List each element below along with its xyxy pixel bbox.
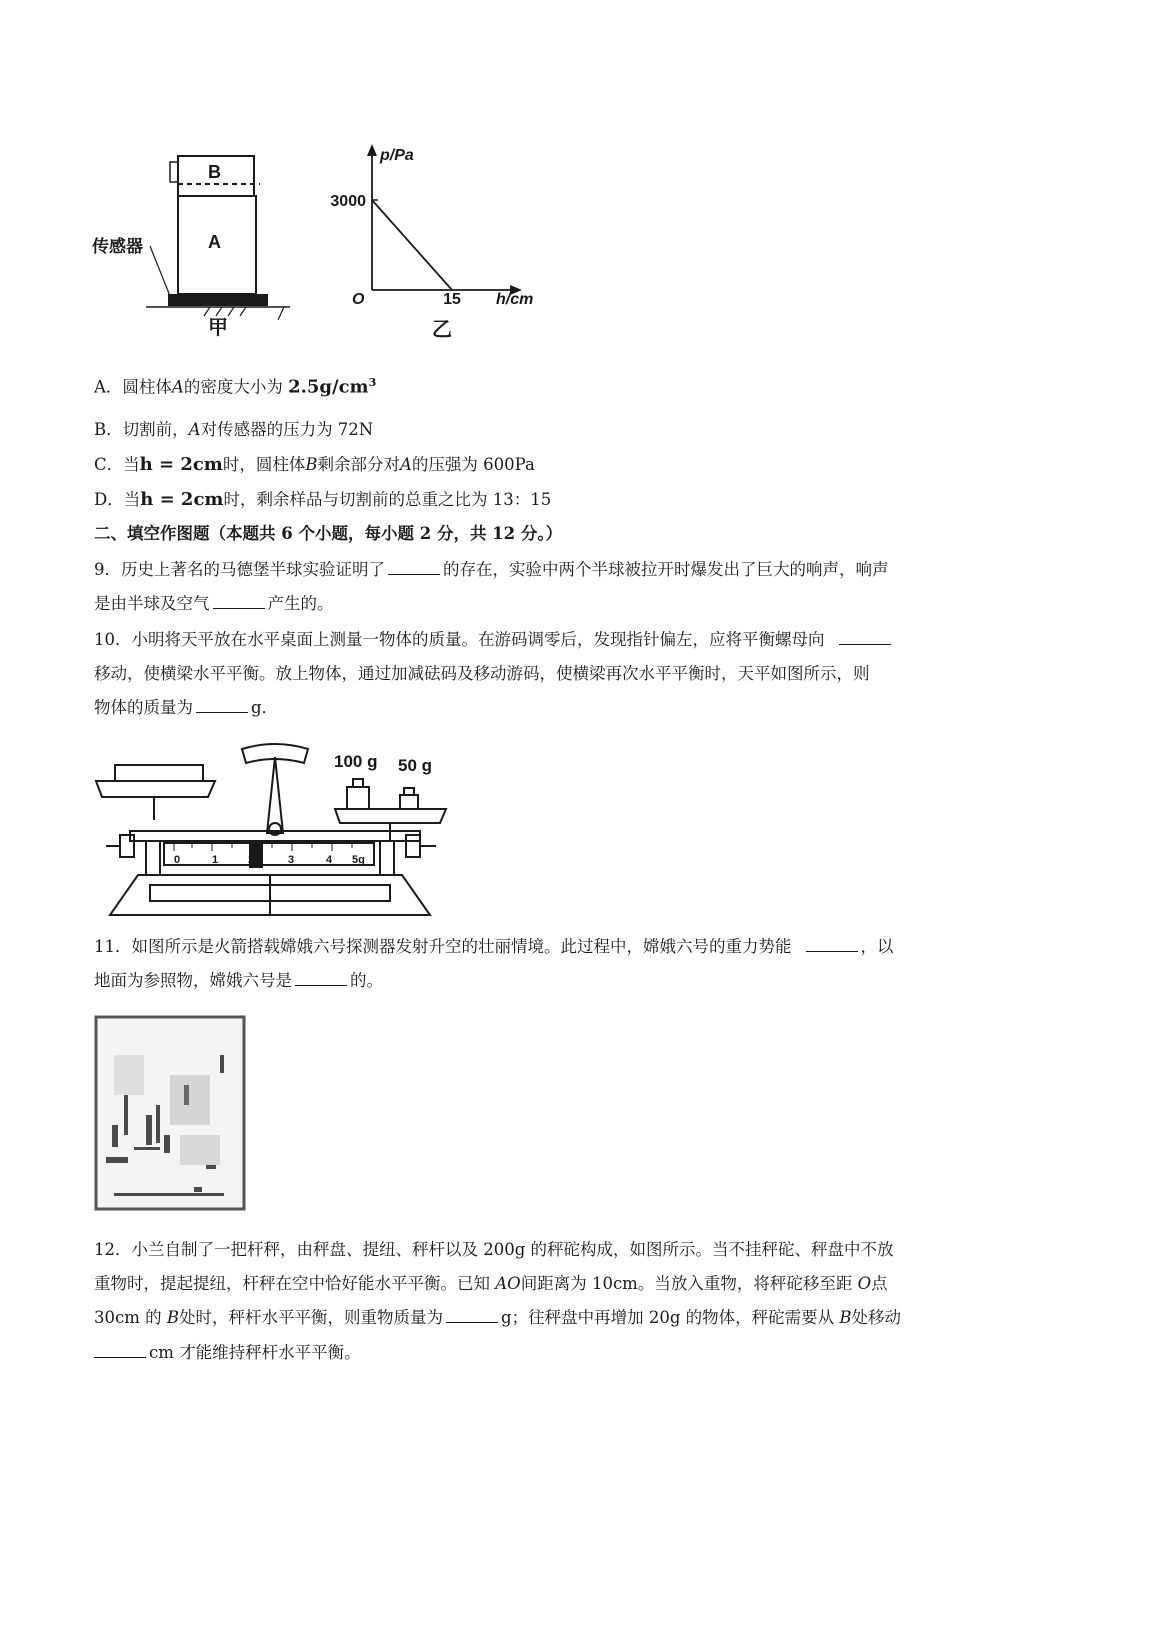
q10-text-1a: 10．小明将天平放在水平桌面上测量一物体的质量。在游码调零后，发现指针偏左，应将平衡螺母向 — [94, 630, 825, 649]
q10-line-1 — [94, 628, 894, 652]
option-a-prefix: A．圆柱体 — [94, 377, 172, 397]
ruler — [164, 843, 374, 865]
q10-line-3 — [94, 696, 278, 720]
q9-text-2a: 是由半球及空气 — [94, 594, 210, 613]
balance-nut-left — [120, 835, 134, 857]
block-a-label: A — [208, 232, 221, 252]
q11-text-2a: 地面为参照物，嫦娥六号是 — [94, 971, 292, 990]
block-b-label: B — [208, 162, 221, 182]
option-d-suffix: 时，剩余样品与切割前的总重之比为 13：15 — [223, 490, 552, 509]
q11-line-1 — [94, 935, 894, 959]
option-a-sup: 3 — [368, 376, 377, 389]
option-a-mid: 的密度大小为 — [183, 377, 289, 397]
option-b — [94, 418, 373, 442]
y-tick-label: 3000 — [330, 193, 366, 210]
option-c-suffix: 的压强为 600Pa — [411, 455, 535, 474]
q10-text-3b: g． — [251, 698, 279, 717]
scale-4: 4 — [326, 854, 333, 866]
option-c-mid: 时，圆柱体 — [222, 455, 306, 474]
y-axis-arrow — [367, 144, 377, 156]
option-d — [94, 488, 551, 512]
option-c — [94, 453, 535, 477]
right-pan — [335, 809, 446, 823]
sensor-label: 传感器 — [92, 237, 143, 256]
scale-0: 0 — [174, 854, 181, 866]
q12-var-b: B — [166, 1308, 180, 1327]
q11-blank-1[interactable] — [806, 935, 858, 952]
q9-line-1 — [94, 558, 889, 582]
section-2-title: 二、填空作图题（本题共 6 个小题，每小题 2 分，共 12 分。） — [94, 524, 563, 543]
caption-jia: 甲 — [208, 317, 228, 339]
option-c-mid2: 剩余部分对 — [317, 455, 400, 474]
q12-blank-2[interactable] — [94, 1341, 146, 1358]
q12-text-3a: 30cm 的 — [94, 1308, 162, 1327]
option-b-suffix: 对传感器的压力为 72N — [200, 420, 374, 439]
option-a-value: 2.5g/cm — [288, 376, 369, 398]
q12-var-ao: AO — [495, 1274, 521, 1293]
q9-text-1a: 9．历史上著名的马德堡半球实验证明了 — [94, 560, 385, 579]
scale-1: 1 — [212, 854, 219, 866]
q10-text-3a: 物体的质量为 — [94, 698, 193, 717]
q11-blank-2[interactable] — [295, 969, 347, 986]
data-line — [372, 200, 452, 290]
scale-5g: 5g — [352, 854, 365, 866]
q12-blank-1[interactable] — [446, 1306, 498, 1323]
q9-text-1b: 的存在，实验中两个半球被拉开时爆发出了巨大的响声，响声 — [443, 560, 889, 579]
figure-yi-chart — [320, 140, 550, 340]
option-b-prefix: B．切割前， — [94, 420, 189, 439]
weight-100g — [347, 787, 369, 809]
q11-text-1a: 11．如图所示是火箭搭载嫦娥六号探测器发射升空的壮丽情境。此过程中，嫦娥六号的重力势能 — [94, 937, 792, 956]
q12-text-2c: 点 — [871, 1274, 888, 1293]
q12-line-2 — [94, 1272, 888, 1296]
q10-blank-1[interactable] — [839, 628, 891, 645]
q12-var-b2: B — [839, 1308, 852, 1327]
origin-label: O — [352, 291, 365, 308]
option-c-var: B — [305, 455, 318, 474]
option-d-expr: h = 2cm — [140, 489, 224, 510]
q10-line-2: 移动，使横梁水平平衡。放上物体，通过加减砝码及移动游码，使横梁再次水平平衡时，天平如图所示，则 — [94, 664, 870, 683]
scale-3: 3 — [288, 854, 295, 866]
scale-2: 2 — [248, 854, 255, 866]
option-a — [94, 371, 376, 400]
q12-line-1: 12．小兰自制了一把杆秤，由秤盘、提纽、秤杆以及 200g 的秤砣构成，如图所示。当不挂秤砣、秤盘中不放 — [94, 1240, 894, 1259]
q9-text-2b: 产生的。 — [267, 594, 334, 613]
q12-text-4: cm 才能维持秤杆水平平衡。 — [149, 1343, 361, 1362]
q12-line-4 — [94, 1341, 361, 1365]
q11-line-2 — [94, 969, 383, 993]
q10-blank-2[interactable] — [196, 696, 248, 713]
q9-line-2 — [94, 592, 334, 616]
q9-blank-2[interactable] — [213, 592, 265, 609]
q12-text-3c: g；往秤盘中再增加 20g 的物体，秤砣需要从 — [501, 1308, 835, 1327]
option-a-var: A — [171, 377, 184, 397]
y-axis-label: p/Pa — [380, 147, 414, 164]
q11-text-1b: ，以 — [860, 937, 894, 956]
q9-blank-1[interactable] — [388, 558, 440, 575]
pointer — [267, 757, 283, 833]
left-pan-object — [115, 765, 203, 781]
figure-jia — [90, 150, 300, 340]
weight-50g-label: 50 g — [398, 756, 433, 775]
balance-figure — [90, 735, 455, 923]
q12-text-2b: 间距离为 10cm。当放入重物，将秤砣移至距 — [520, 1274, 853, 1293]
q12-text-2a: 重物时，提起提纽，杆秤在空中恰好能水平平衡。已知 — [94, 1274, 490, 1293]
q12-var-o: O — [857, 1274, 872, 1293]
sensor-plate — [168, 294, 268, 306]
option-c-expr: h = 2cm — [139, 454, 223, 475]
left-pan — [96, 781, 215, 797]
caption-yi: 乙 — [432, 319, 452, 341]
balance-nut-right — [406, 835, 420, 857]
x-axis-label: h/cm — [496, 291, 534, 308]
q12-text-3b: 处时，秤杆水平平衡，则重物质量为 — [179, 1308, 444, 1327]
option-b-var: A — [188, 420, 201, 439]
option-d-prefix: D．当 — [94, 490, 141, 509]
option-c-prefix: C．当 — [94, 455, 140, 474]
option-c-var2: A — [400, 455, 412, 474]
q12-text-3d: 处移动 — [851, 1308, 902, 1327]
x-tick-label: 15 — [443, 291, 461, 308]
q11-text-2b: 的。 — [350, 971, 383, 990]
rocket-launch-photo — [94, 1015, 246, 1211]
q12-line-3 — [94, 1306, 901, 1330]
weight-50g — [400, 795, 418, 809]
weight-100g-label: 100 g — [334, 752, 378, 771]
